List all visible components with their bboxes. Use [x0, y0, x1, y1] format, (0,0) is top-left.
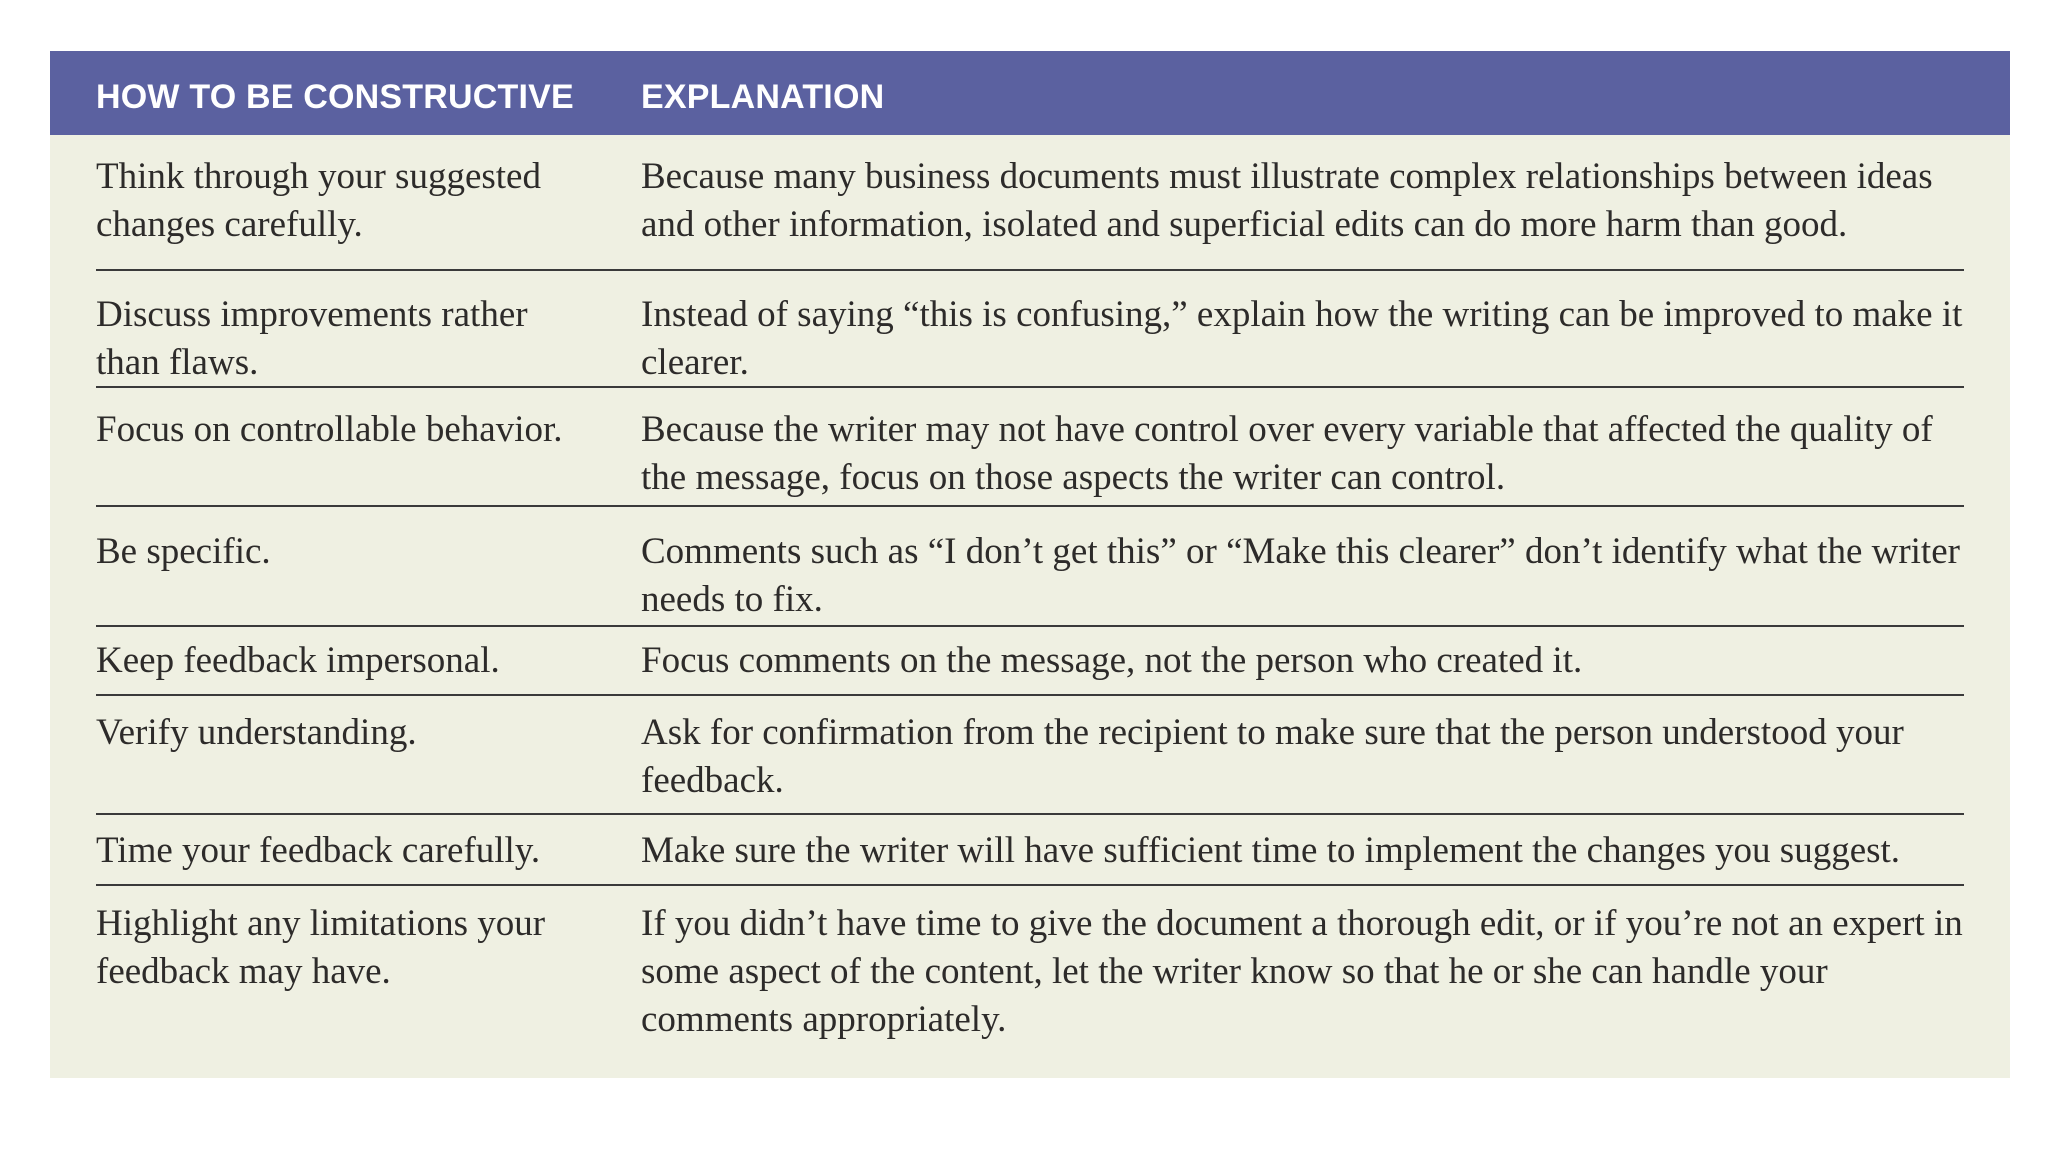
table-row: [50, 507, 2010, 627]
how-cell: Time your feedback carefully.: [96, 830, 541, 871]
explanation-cell: Make sure the writer will have sufficient time to implement the changes you suggest.: [641, 830, 1901, 871]
table-row: [50, 135, 2010, 271]
how-cell: Be specific.: [96, 531, 271, 572]
table-row: [50, 815, 2010, 886]
header-explanation: EXPLANATION: [641, 78, 885, 116]
explanation-cell: Comments such as “I don’t get this” or “Make this clearer” don’t identify what the writer needs to fix.: [641, 531, 1960, 620]
header-how-to-be-constructive: HOW TO BE CONSTRUCTIVE: [96, 78, 574, 116]
how-cell: Discuss improvements rather than flaws.: [96, 294, 528, 383]
how-cell: Verify understanding.: [96, 712, 417, 753]
explanation-cell: Focus comments on the message, not the person who created it.: [641, 640, 1583, 681]
how-cell: Keep feedback impersonal.: [96, 640, 500, 681]
table-row: [50, 696, 2010, 815]
how-cell: Think through your suggested changes carefully.: [96, 156, 541, 245]
explanation-cell: Because the writer may not have control over every variable that affected the quality of the message, focus on those aspects the writer can control.: [641, 409, 1933, 498]
table-row: [50, 271, 2010, 388]
explanation-cell: Ask for confirmation from the recipient to make sure that the person understood your feedback.: [641, 712, 1904, 801]
table-body: [50, 135, 2010, 1046]
table-header-row: [50, 51, 2010, 135]
table-row: [50, 886, 2010, 1046]
explanation-cell: If you didn’t have time to give the document a thorough edit, or if you’re not an expert in some aspect of the content, let the writer know so that he or she can handle your comments appropriately.: [641, 903, 1963, 1040]
how-cell: Highlight any limitations your feedback may have.: [96, 903, 546, 992]
explanation-cell: Because many business documents must illustrate complex relationships between ideas and other information, isolated and superficial edits can do more harm than good.: [641, 156, 1933, 245]
explanation-cell: Instead of saying “this is confusing,” explain how the writing can be improved to make it clearer.: [641, 294, 1963, 383]
table-row: [50, 388, 2010, 507]
how-cell: Focus on controllable behavior.: [96, 409, 563, 450]
table-row: [50, 627, 2010, 696]
constructive-feedback-table: [50, 51, 2010, 1078]
